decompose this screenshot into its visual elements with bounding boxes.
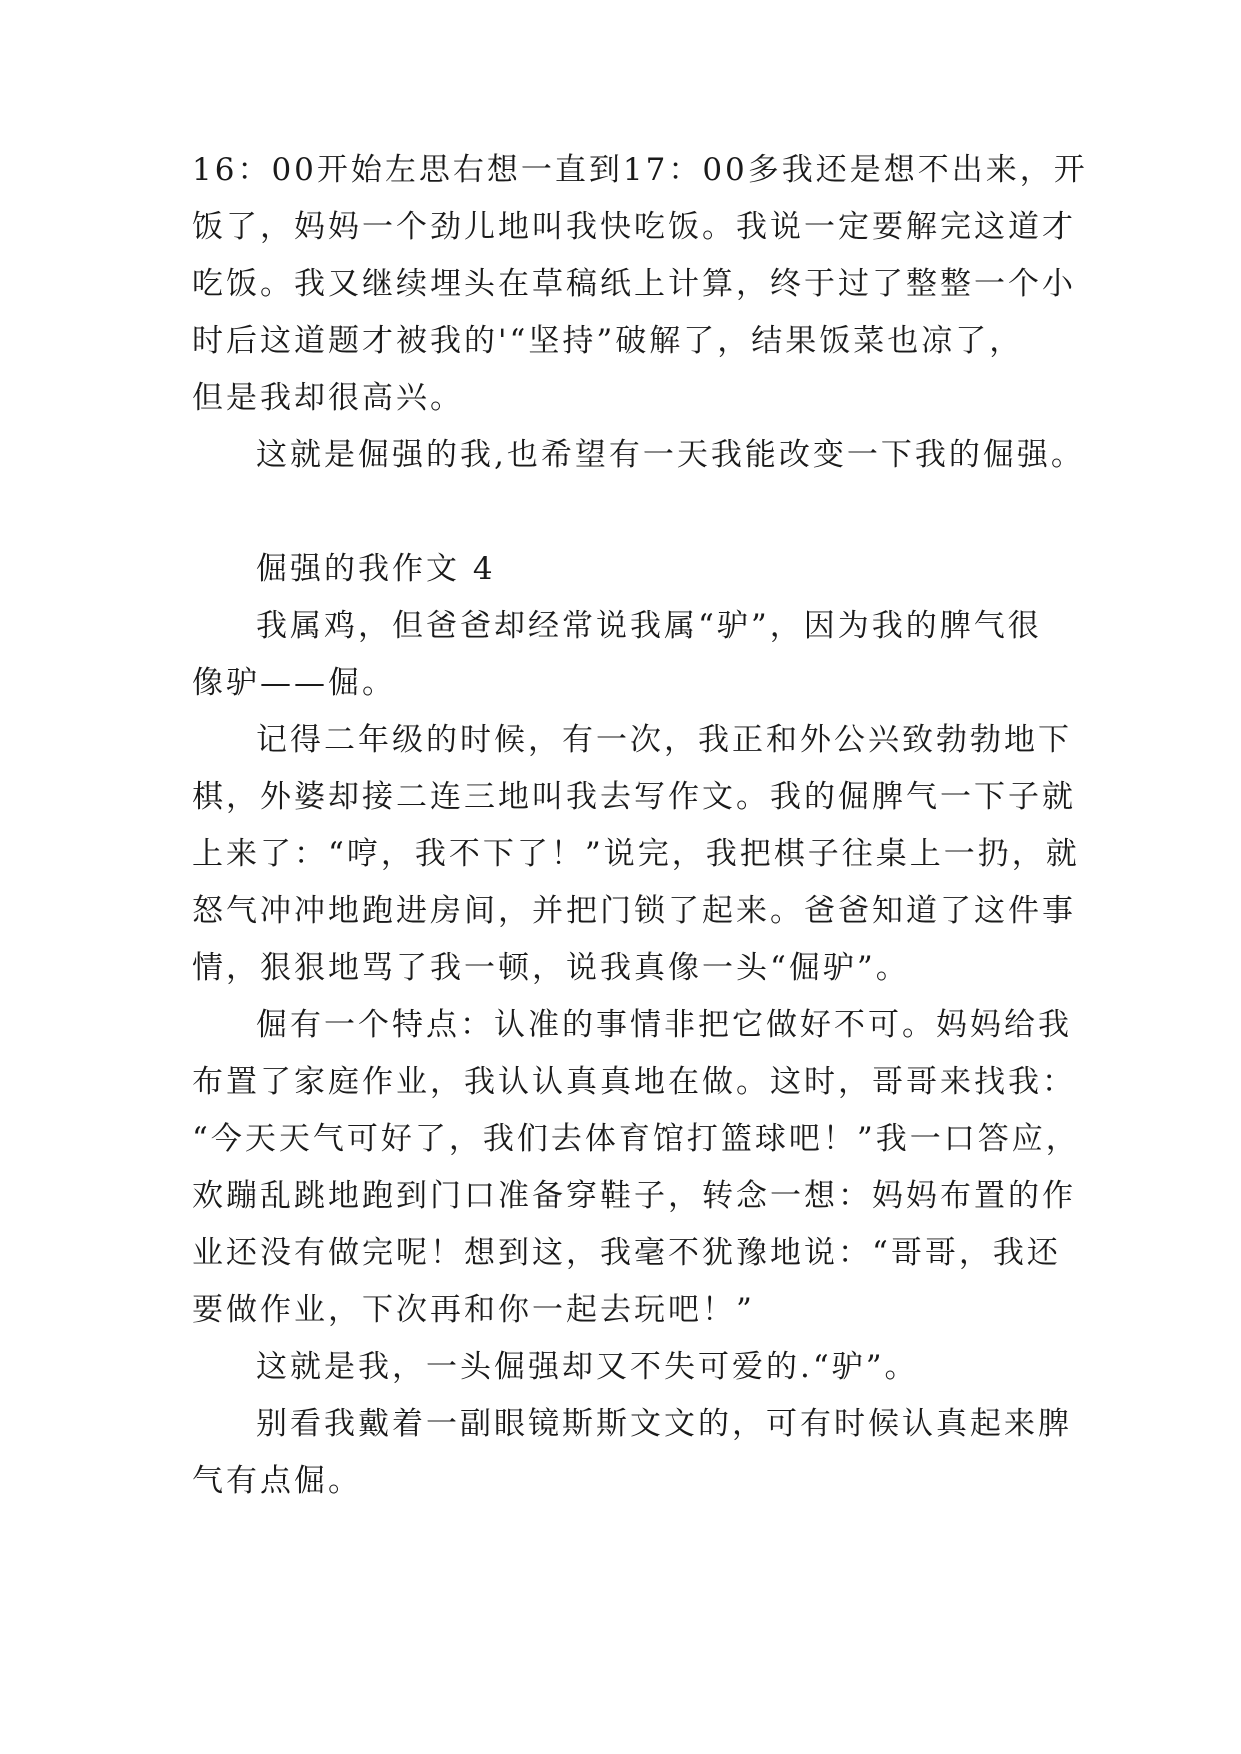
paragraph-line: 像驴——倔。 bbox=[192, 665, 396, 701]
paragraph-line: 上来了：“哼，我不下了！”说完，我把棋子往桌上一扔，就 bbox=[192, 836, 1080, 872]
paragraph-line: 吃饭。我又继续埋头在草稿纸上计算，终于过了整整一个小 bbox=[192, 266, 1076, 302]
paragraph-line: “今天天气可好了，我们去体育馆打篮球吧！”我一口答应， bbox=[192, 1121, 1080, 1157]
paragraph-line: 气有点倔。 bbox=[192, 1463, 362, 1499]
paragraph-line: 怒气冲冲地跑进房间，并把门锁了起来。爸爸知道了这件事 bbox=[192, 893, 1076, 929]
paragraph-line: 但是我却很高兴。 bbox=[192, 380, 464, 416]
paragraph-line: 16：00开始左思右想一直到17：00多我还是想不出来，开 bbox=[192, 152, 1088, 188]
paragraph-line: 别看我戴着一副眼镜斯斯文文的，可有时候认真起来脾 bbox=[256, 1406, 1072, 1442]
paragraph-line: 要做作业，下次再和你一起去玩吧！” bbox=[192, 1292, 755, 1328]
paragraph-line: 棋，外婆却接二连三地叫我去写作文。我的倔脾气一下子就 bbox=[192, 779, 1076, 815]
paragraph-line: 布置了家庭作业，我认认真真地在做。这时，哥哥来找我： bbox=[192, 1064, 1076, 1100]
paragraph-line: 倔有一个特点：认准的事情非把它做好不可。妈妈给我 bbox=[256, 1007, 1072, 1043]
paragraph-line: 我属鸡，但爸爸却经常说我属“驴”，因为我的脾气很 bbox=[256, 608, 1042, 644]
paragraph-line: 这就是我，一头倔强却又不失可爱的.“驴”。 bbox=[256, 1349, 919, 1385]
paragraph-line: 欢蹦乱跳地跑到门口准备穿鞋子，转念一想：妈妈布置的作 bbox=[192, 1178, 1076, 1214]
section-heading: 倔强的我作文 4 bbox=[256, 551, 496, 587]
paragraph-line: 记得二年级的时候，有一次，我正和外公兴致勃勃地下 bbox=[256, 722, 1072, 758]
paragraph-line: 饭了，妈妈一个劲儿地叫我快吃饭。我说一定要解完这道才 bbox=[192, 209, 1076, 245]
paragraph-line: 时后这道题才被我的'“坚持”破解了，结果饭菜也凉了， bbox=[192, 323, 1024, 359]
paragraph-line: 情，狠狠地骂了我一顿，说我真像一头“倔驴”。 bbox=[192, 950, 910, 986]
paragraph-line: 业还没有做完呢！想到这，我毫不犹豫地说：“哥哥，我还 bbox=[192, 1235, 1061, 1271]
paragraph-line: 这就是倔强的我,也希望有一天我能改变一下我的倔强。 bbox=[256, 437, 1085, 473]
